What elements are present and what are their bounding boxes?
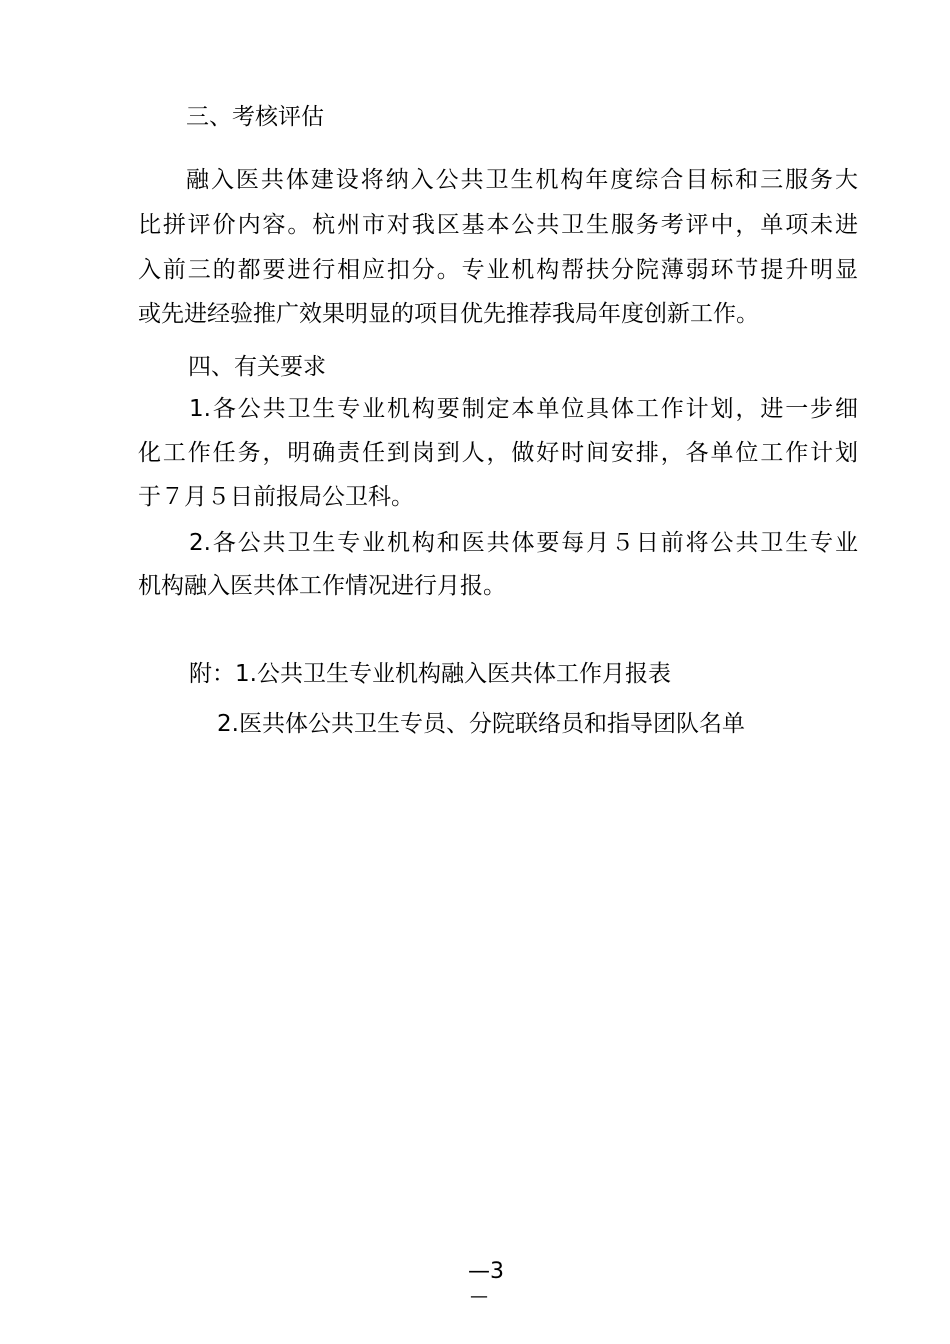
- section-3-paragraph-line-4: 或先进经验推广效果明显的项目优先推荐我局年度创新工作。: [138, 301, 759, 327]
- section-3-heading: 三、考核评估: [186, 104, 324, 130]
- requirement-2-line-1: 2.各公共卫生专业机构和医共体要每月５日前将公共卫生专业: [189, 530, 858, 556]
- page-number: —3: [468, 1259, 504, 1284]
- requirement-1-line-3: 于７月５日前报局公卫科。: [138, 484, 414, 510]
- attachment-line-2: 2.医共体公共卫生专员、分院联络员和指导团队名单: [217, 711, 745, 737]
- requirement-2-line-2: 机构融入医共体工作情况进行月报。: [138, 573, 506, 599]
- section-4-heading: 四、有关要求: [188, 354, 326, 380]
- page-number-dash: —: [470, 1286, 488, 1307]
- section-3-paragraph-line-2: 比拼评价内容。杭州市对我区基本公共卫生服务考评中，单项未进: [138, 212, 858, 238]
- requirement-1-line-1: 1.各公共卫生专业机构要制定本单位具体工作计划，进一步细: [189, 396, 858, 422]
- attachment-line-1: 附：1.公共卫生专业机构融入医共体工作月报表: [189, 661, 671, 687]
- section-3-paragraph-line-3: 入前三的都要进行相应扣分。专业机构帮扶分院薄弱环节提升明显: [138, 257, 858, 283]
- section-3-paragraph-line-1: 融入医共体建设将纳入公共卫生机构年度综合目标和三服务大: [186, 167, 858, 193]
- requirement-1-line-2: 化工作任务，明确责任到岗到人，做好时间安排，各单位工作计划: [138, 440, 858, 466]
